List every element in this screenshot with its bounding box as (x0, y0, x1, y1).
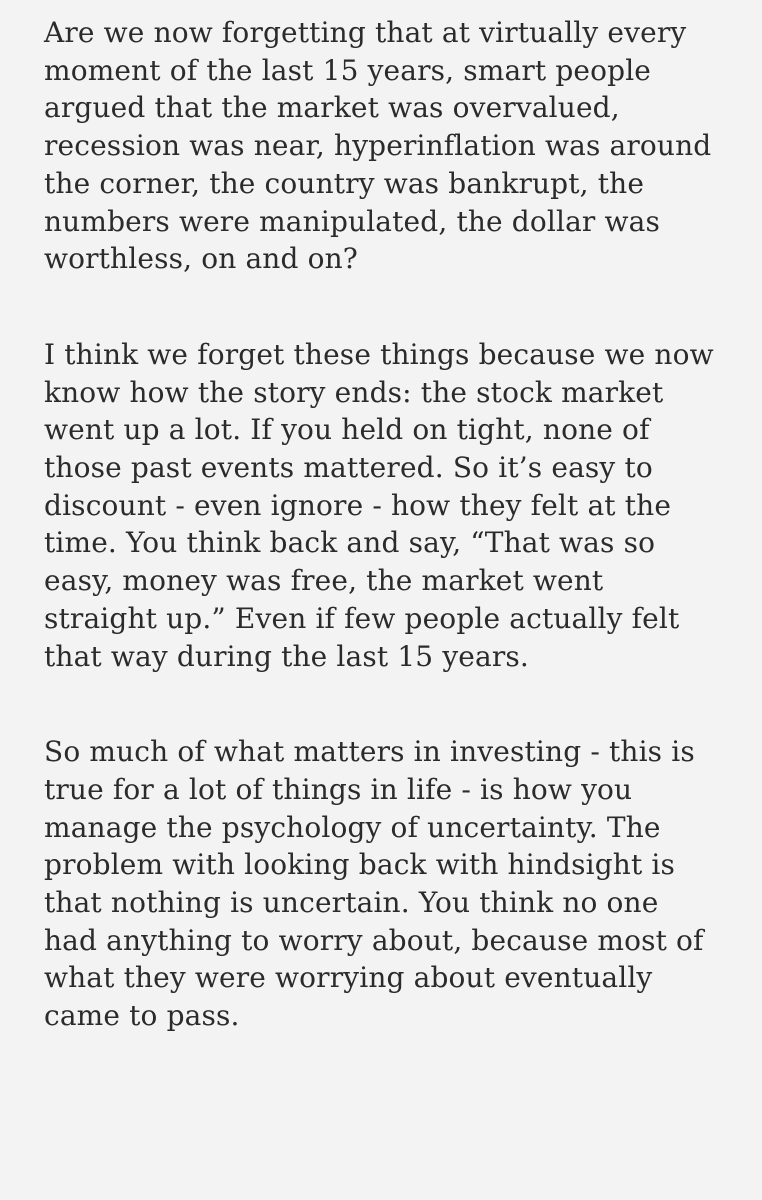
paragraph-2: I think we forget these things because we now know how the story ends: the stock market went up a lot. If you held on tight, none of those past events mattered. So it’s easy to discount - even ignore - how they felt at the time. You think back and say, “That was so easy, money was free, the market went straight up.” Even if few people actually felt that way during the last 15 years. (44, 337, 714, 673)
paragraph-1: Are we now forgetting that at virtually every moment of the last 15 years, smart people argued that the market was overvalued, recession was near, hyperinflation was around the corner, the country was bankrupt, the numbers were manipulated, the dollar was worthless, on and on? (44, 16, 712, 276)
paragraph-3: So much of what matters in investing - this is true for a lot of things in life - is how you manage the psychology of uncertainty. The problem with looking back with hindsight is that nothing is uncertain. You think no one had anything to worry about, because most of what they were worrying about eventually came to pass. (44, 735, 704, 1033)
